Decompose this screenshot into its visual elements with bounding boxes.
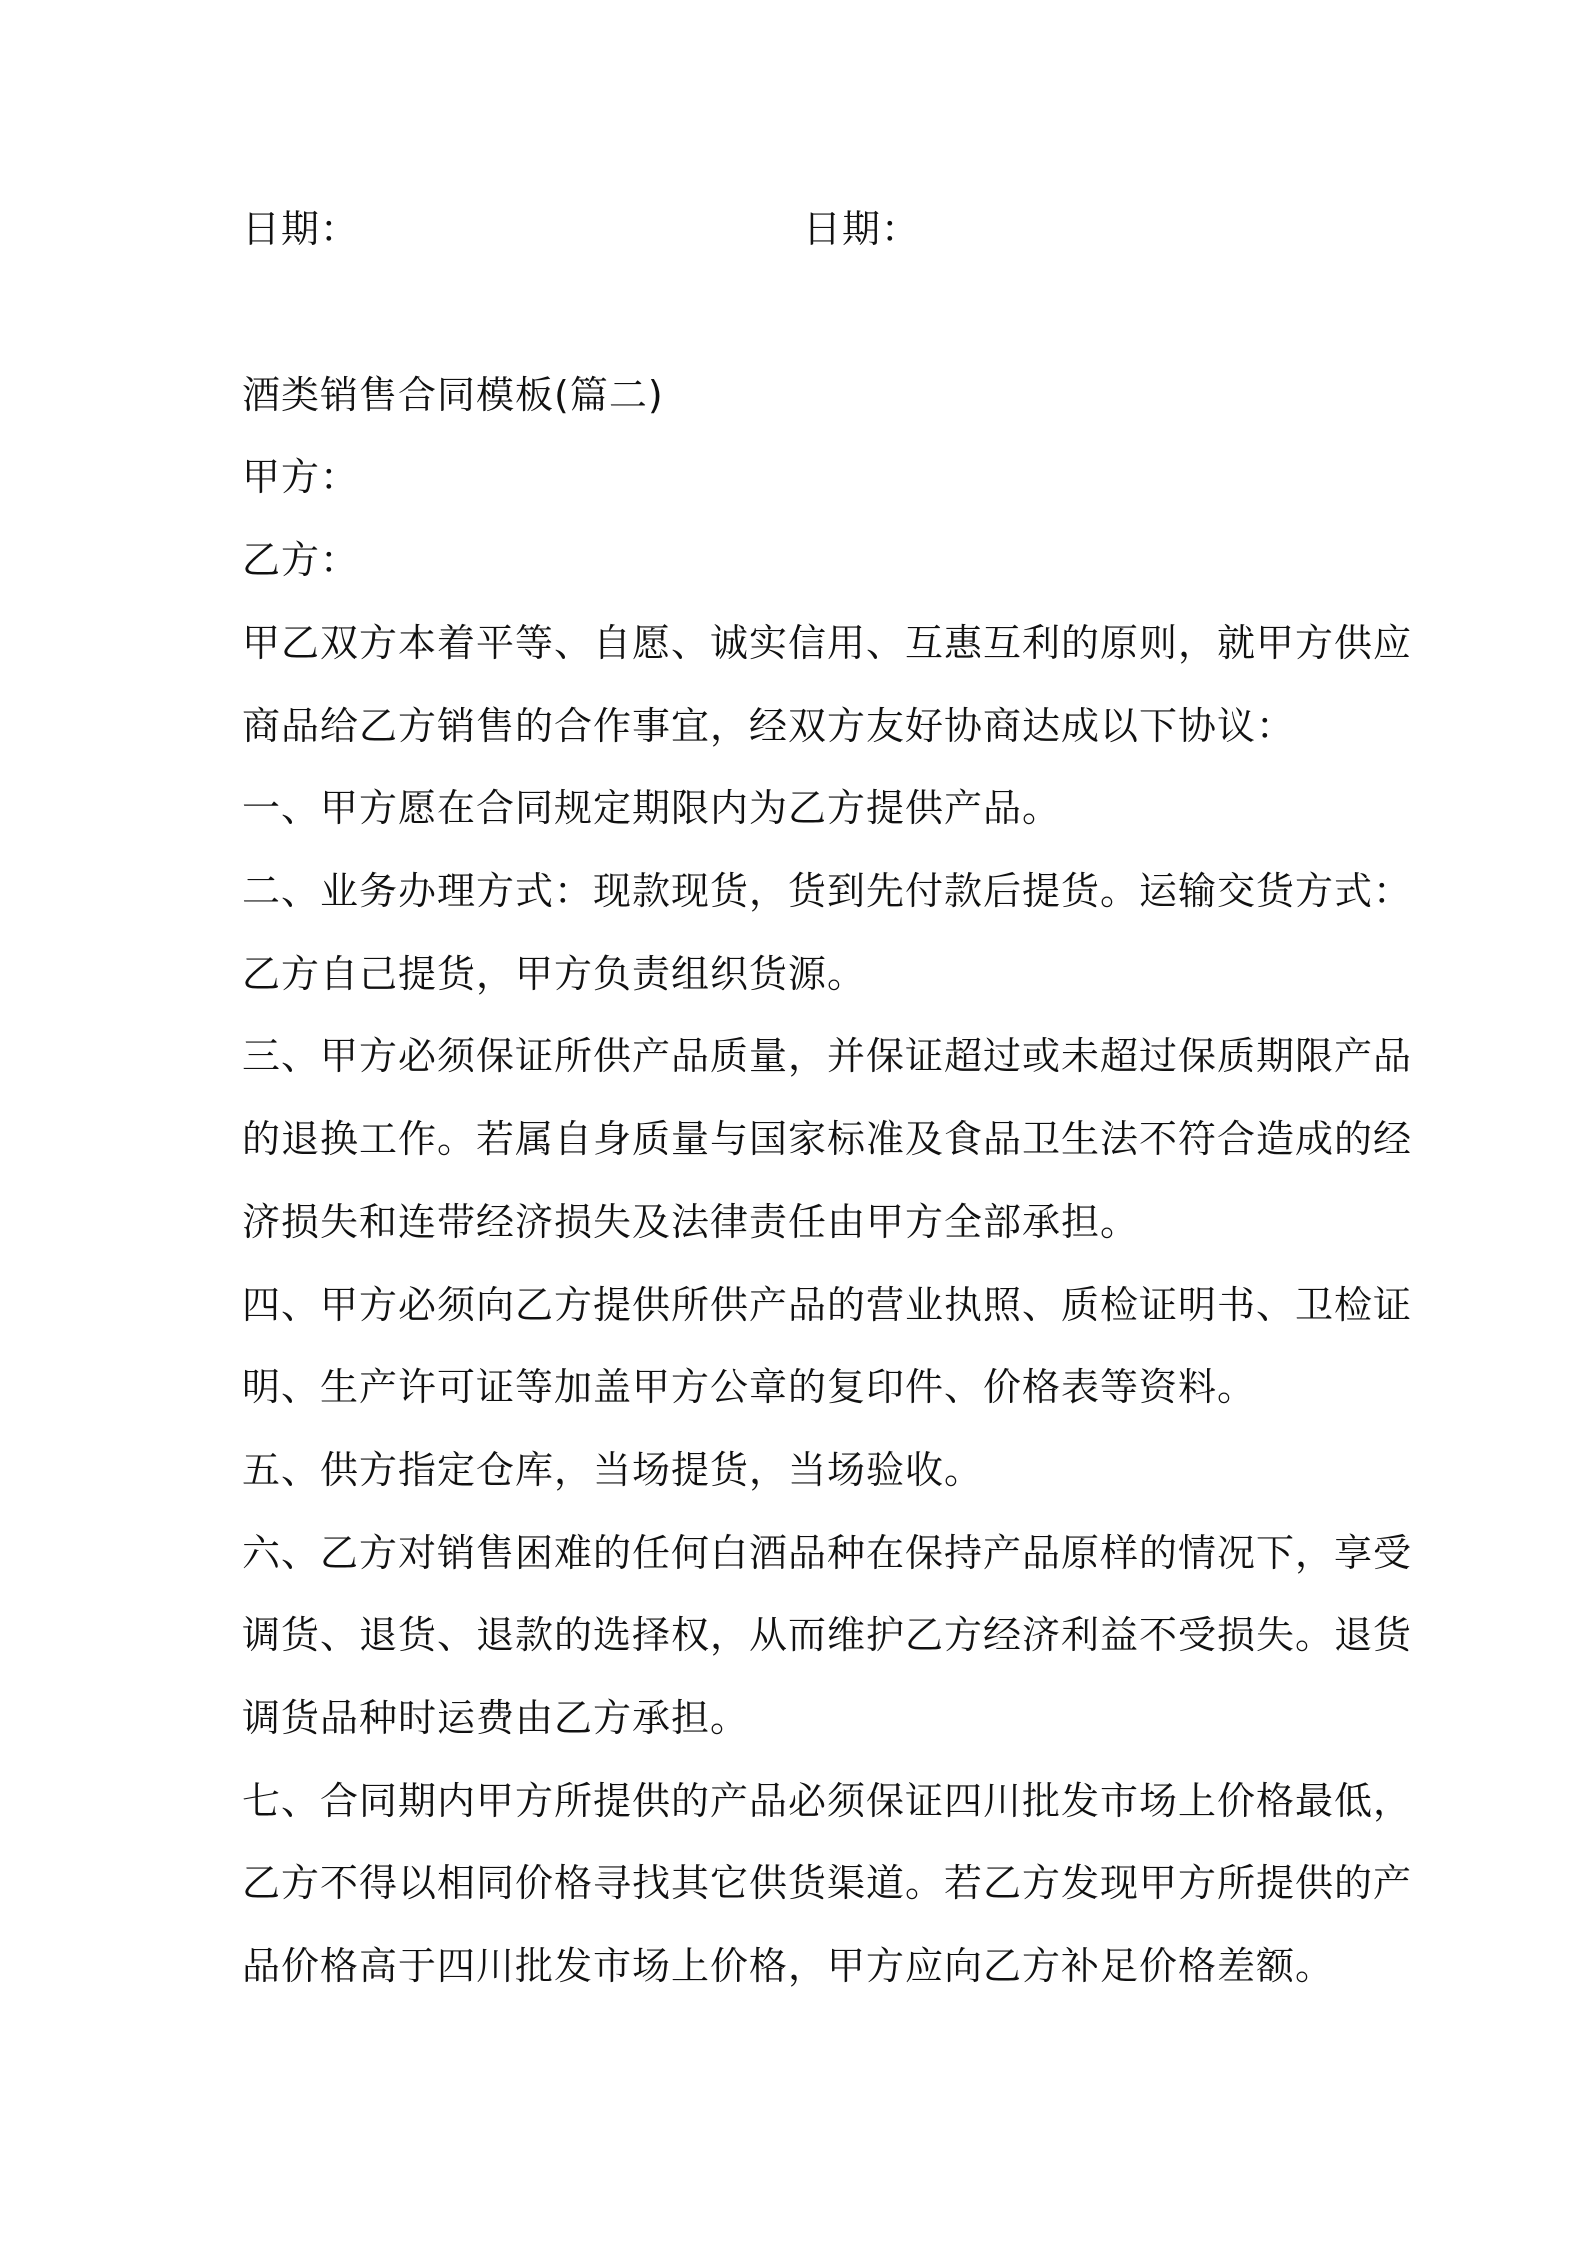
- body-line: 调货、退货、退款的选择权，从而维护乙方经济利益不受损失。退货: [242, 1613, 1413, 1657]
- body-line: 商品给乙方销售的合作事宜，经双方友好协商达成以下协议：: [242, 704, 1296, 748]
- body-line: 品价格高于四川批发市场上价格，甲方应向乙方补足价格差额。: [242, 1944, 1335, 1988]
- body-line: 明、生产许可证等加盖甲方公章的复印件、价格表等资料。: [242, 1365, 1257, 1409]
- date-label-right: 日期：: [803, 207, 921, 251]
- date-label-left: 日期：: [242, 207, 360, 251]
- body-line: 调货品种时运费由乙方承担。: [242, 1696, 750, 1740]
- clause-1: 一、甲方愿在合同规定期限内为乙方提供产品。: [242, 786, 1062, 830]
- body-line: 的退换工作。若属自身质量与国家标准及食品卫生法不符合造成的经: [242, 1117, 1413, 1161]
- body-line: 乙方自己提货，甲方负责组织货源。: [242, 952, 867, 996]
- party-b-label: 乙方：: [242, 538, 360, 582]
- body-line: 乙方不得以相同价格寻找其它供货渠道。若乙方发现甲方所提供的产: [242, 1861, 1413, 1905]
- document-title: 酒类销售合同模板(篇二): [242, 373, 664, 417]
- body-line: 甲乙双方本着平等、自愿、诚实信用、互惠互利的原则，就甲方供应: [242, 621, 1413, 665]
- clause-3: 三、甲方必须保证所供产品质量，并保证超过或未超过保质期限产品: [242, 1034, 1413, 1078]
- clause-6: 六、乙方对销售困难的任何白酒品种在保持产品原样的情况下，享受: [242, 1531, 1413, 1575]
- body-line: 济损失和连带经济损失及法律责任由甲方全部承担。: [242, 1200, 1140, 1244]
- party-a-label: 甲方：: [242, 455, 360, 499]
- clause-5: 五、供方指定仓库，当场提货，当场验收。: [242, 1448, 984, 1492]
- clause-2: 二、业务办理方式：现款现货，货到先付款后提货。运输交货方式：: [242, 869, 1413, 913]
- clause-4: 四、甲方必须向乙方提供所供产品的营业执照、质检证明书、卫检证: [242, 1283, 1413, 1327]
- clause-7: 七、合同期内甲方所提供的产品必须保证四川批发市场上价格最低，: [242, 1779, 1413, 1823]
